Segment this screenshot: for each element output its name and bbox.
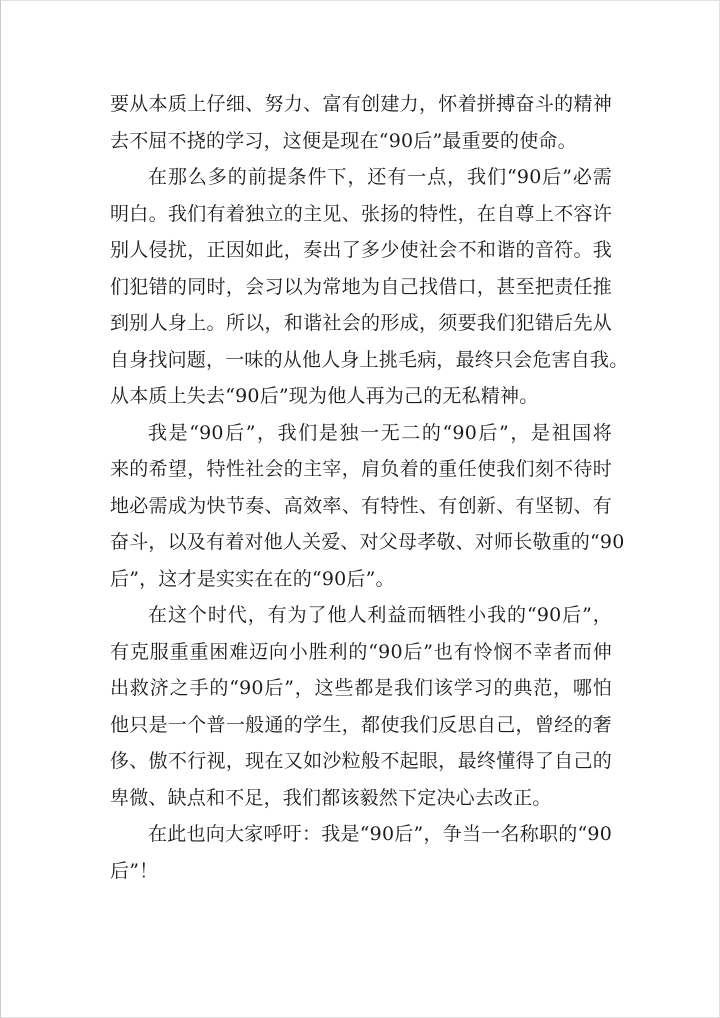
text-line: 后”，这才是实实在在的“90后”。 bbox=[110, 567, 395, 590]
text-line: 自身找问题，一味的从他人身上挑毛病，最终只会危害自我。 bbox=[110, 348, 629, 371]
text-line: 们犯错的同时，会习以为常地为自己找借口，甚至把责任推 bbox=[110, 275, 612, 298]
text-line: 奋斗，以及有着对他人关爱、对父母孝敬、对师长敬重的“90 bbox=[110, 531, 625, 553]
text-line: 在这个时代，有为了他人利益而牺牲小我的“90后”， bbox=[148, 604, 612, 626]
text-line: 要从本质上仔细、努力、富有创建力，怀着拼搏奋斗的精神 bbox=[110, 93, 612, 115]
text-line: 地必需成为快节奏、高效率、有特性、有创新、有坚韧、有 bbox=[110, 494, 612, 517]
paragraph bbox=[110, 415, 625, 598]
paragraph bbox=[110, 816, 612, 889]
text-line: 出救济之手的“90后”，这些都是我们该学习的典范，哪怕 bbox=[110, 677, 612, 699]
text-line: 明白。我们有着独立的主见、张扬的特性，在自尊上不容许 bbox=[110, 202, 612, 225]
text-line: 去不屈不挠的学习，这便是现在“90后”最重要的使命。 bbox=[110, 129, 577, 152]
text-line: 从本质上失去“90后”现为他人再为己的无私精神。 bbox=[110, 385, 539, 407]
paragraph bbox=[110, 597, 612, 816]
text-line: 我是“90后”，我们是独一无二的“90后”，是祖国将 bbox=[148, 421, 612, 444]
text-line: 在此也向大家呼吁：我是“90后”，争当一名称职的“90 bbox=[148, 823, 612, 845]
text-line: 他只是一个普一般通的学生，都使我们反思自己，曾经的奢 bbox=[110, 713, 612, 736]
text-line: 卑微、缺点和不足，我们都该毅然下定决心去改正。 bbox=[110, 786, 552, 809]
text-line: 在那么多的前提条件下，还有一点，我们“90后”必需 bbox=[148, 166, 612, 188]
text-line: 到别人身上。所以，和谐社会的形成，须要我们犯错后先从 bbox=[110, 312, 612, 334]
text-line: 有克服重重困难迈向小胜利的“90后”也有怜悯不幸者而伸 bbox=[110, 640, 612, 663]
document-body bbox=[110, 86, 629, 889]
paragraph bbox=[110, 86, 612, 159]
text-line: 侈、傲不行视，现在又如沙粒般不起眼，最终懂得了自己的 bbox=[110, 750, 612, 772]
paragraph bbox=[110, 159, 629, 415]
text-line: 后”！ bbox=[110, 859, 159, 882]
text-line: 别人侵扰，正因如此，奏出了多少使社会不和谐的音符。我 bbox=[110, 239, 612, 261]
text-line: 来的希望，特性社会的主宰，肩负着的重任使我们刻不待时 bbox=[110, 458, 612, 480]
